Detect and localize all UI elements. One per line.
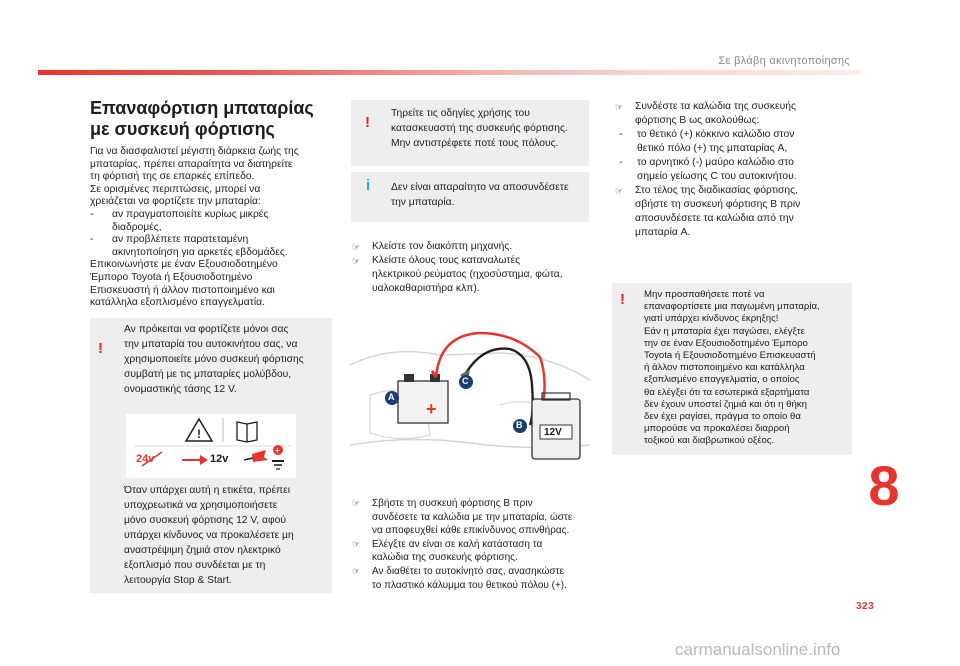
title-line-2: με συσκευή φόρτισης bbox=[90, 119, 275, 139]
steps-top bbox=[352, 240, 588, 296]
intro-paragraph bbox=[90, 146, 330, 209]
intro-line: μπαταρίας, πρέπει απαραίτητα να διατηρείτε bbox=[90, 158, 293, 170]
exclamation-icon: ! bbox=[620, 291, 625, 308]
list-item: ☞ Αν διαθέτει το αυτοκίνητό σας, ανασηκώστε το πλαστικό κάλυμμα του θετικού πόλου (+). bbox=[352, 565, 567, 591]
warning-triangle-icon bbox=[126, 414, 296, 478]
steps-bottom bbox=[352, 497, 592, 592]
list-item: - το θετικό (+) κόκκινο καλώδιο στον θετικό πόλο (+) της μπαταρίας A, bbox=[619, 129, 795, 154]
svg-text:+: + bbox=[426, 399, 437, 419]
arrow-bullet-icon: ☞ bbox=[352, 498, 361, 508]
intro-line: τη φόρτισή της σε επαρκές επίπεδο. bbox=[90, 171, 255, 183]
warning-text: Μην προσπαθήσετε ποτέ να επαναφορτίσετε μια παγωμένη μπαταρία, γιατί υπάρχει κίνδυνος έκρηξης! Εάν η μπαταρία έχει παγώσει, ελέγξτε την σε έναν Εξουσιοδοτημένο Έμπορο Toyota ή Εξουσιοδοτημένο Επισκευαστή ή άλλον πιστοποιημένο και κατάλληλα εξοπλισμένο επαγγελματία, ο οποίος θα ελέγξει ότι τα εσωτερικά εξαρτήματα δεν έχουν υποστεί ζημιά και ότι η θήκη δεν έχει ραγίσει, πράγμα το οποίο θα μπορούσε να προκαλέσει διαρροή τοξικού και διαβρωτικού οξέος. bbox=[644, 289, 820, 447]
svg-text:!: ! bbox=[197, 427, 201, 441]
arrow-bullet-icon: ☞ bbox=[352, 565, 361, 576]
warning-text: Αν πρόκειται να φορτίζετε μόνοι σας την μπαταρία του αυτοκινήτου σας, να χρησιμοποιείτε μόνο συσκευή φόρτισης συμβατή με τις μπαταρίες μολύβδου, ονομαστικής τάσης 12 V. bbox=[124, 324, 304, 395]
outro-line: κατάλληλα εξοπλισμένο επαγγελματία. bbox=[90, 297, 265, 309]
vehicle-battery bbox=[398, 374, 448, 423]
column-1 bbox=[90, 98, 330, 310]
battery-charging-diagram bbox=[350, 325, 590, 471]
manual-book-icon bbox=[237, 422, 257, 442]
page-number: 323 bbox=[856, 601, 875, 612]
exclamation-icon: ! bbox=[365, 114, 370, 131]
list-item: ☞ Συνδέστε τα καλώδια της συσκευής φόρτισης B ως ακολούθως: bbox=[615, 101, 796, 126]
voltage-12v: 12v bbox=[210, 453, 229, 465]
intro-line: χρειάζεται να φορτίζετε την μπαταρία: bbox=[90, 196, 261, 208]
intro-line: Για να διασφαλιστεί μέγιστη διάρκεια ζωής της bbox=[90, 146, 299, 157]
warning-box-12v-charger bbox=[90, 318, 332, 593]
arrow-bullet-icon: ☞ bbox=[352, 242, 361, 252]
arrow-bullet-icon: ☞ bbox=[615, 102, 624, 112]
arrow-bullet-icon: ☞ bbox=[352, 256, 361, 266]
list-item: ☞ Σβήστε τη συσκευή φόρτισης B πριν συνδέσετε τα καλώδια με την μπαταρία, ώστε να αποφευχθεί κάθε επικίνδυνος σπινθήρας. bbox=[352, 498, 573, 537]
column-3 bbox=[615, 100, 855, 240]
voltage-24v-crossed: 24v bbox=[136, 453, 155, 465]
exclamation-icon: ! bbox=[98, 340, 103, 357]
battery-terminal-icon bbox=[272, 445, 284, 469]
arrow-bullet-icon: ☞ bbox=[352, 538, 361, 549]
list-item: - το αρνητικό (-) μαύρο καλώδιο στο σημείο γείωσης C του αυτοκινήτου. bbox=[619, 157, 797, 182]
watermark: carmanualsonline.info bbox=[675, 640, 841, 659]
chapter-number: 8 bbox=[868, 454, 900, 517]
page-title bbox=[90, 98, 330, 140]
label-explanation-text: Όταν υπάρχει αυτή η ετικέτα, πρέπει υποχρεωτικά να χρησιμοποιήσετε μόνο συσκευή φόρτισης 12 V, αφού υπάρχει κίνδυνος να προκαλέσετε μη αναστρέψιμη ζημιά στον ηλεκτρικό εξοπλισμό που συνδέεται με τη λειτουργία Stop & Start. bbox=[124, 485, 294, 586]
intro-line: Σε ορισμένες περιπτώσεις, μπορεί να bbox=[90, 183, 261, 195]
warning-box-charger-instructions bbox=[351, 100, 589, 166]
label-c: C bbox=[462, 376, 469, 386]
list-item: ☞ Κλείστε τον διακόπτη μηχανής. bbox=[352, 241, 513, 252]
arrow-bullet-icon: ☞ bbox=[615, 186, 624, 196]
section-title: Σε βλάβη ακινητοποίησης bbox=[718, 55, 850, 67]
list-item: ☞ Στο τέλος της διαδικασίας φόρτισης, σβήστε τη συσκευή φόρτισης B πριν αποσυνδέσετε τα καλώδια από την μπαταρία A. bbox=[615, 185, 801, 238]
label-a: A bbox=[388, 392, 395, 402]
condition-list bbox=[90, 209, 330, 259]
warning-text: Τηρείτε τις οδηγίες χρήσης του κατασκευαστή της συσκευής φόρτισης. Μην αντιστρέφετε ποτέ τους πόλους. bbox=[391, 108, 568, 149]
list-item: ☞ Κλείστε όλους τους καταναλωτές ηλεκτρικού ρεύματος (ηχοσύστημα, φώτα, υαλοκαθαριστήρα κλπ). bbox=[352, 255, 563, 294]
list-item: ☞ Ελέγξτε αν είναι σε καλή κατάσταση τα καλώδια της συσκευής φόρτισης. bbox=[352, 538, 543, 564]
stop-start-label-illustration bbox=[126, 414, 296, 478]
battery-diagram-svg bbox=[350, 325, 590, 471]
outro-line: Έμπορο Toyota ή Εξουσιοδοτημένο bbox=[90, 271, 253, 283]
info-text: Δεν είναι απαραίτητο να αποσυνδέσετε την μπαταρία. bbox=[391, 182, 569, 208]
charger-voltage-label: 12V bbox=[544, 427, 562, 438]
battery-charger-b bbox=[532, 393, 580, 459]
info-icon: i bbox=[366, 177, 371, 194]
charger-clamp-icon bbox=[244, 450, 268, 462]
svg-text:+: + bbox=[275, 446, 280, 455]
outro-line: Επικοινωνήστε με έναν Εξουσιοδοτημένο bbox=[90, 259, 278, 271]
warning-box-frozen-battery bbox=[612, 283, 852, 455]
outro-paragraph bbox=[90, 259, 330, 309]
header-accent-bar bbox=[38, 70, 860, 75]
title-line-1: Επαναφόρτιση μπαταρίας bbox=[90, 98, 314, 118]
info-box-no-disconnect bbox=[351, 172, 589, 222]
list-item: - αν προβλέπετε παρατεταμένη ακινητοποίηση για αρκετές εβδομάδες. bbox=[90, 234, 288, 258]
outro-line: Επισκευαστή ή άλλον πιστοποιημένο και bbox=[90, 284, 275, 296]
list-item: - αν πραγματοποιείτε κυρίως μικρές διαδρομές, bbox=[90, 208, 269, 233]
label-b: B bbox=[516, 420, 523, 430]
